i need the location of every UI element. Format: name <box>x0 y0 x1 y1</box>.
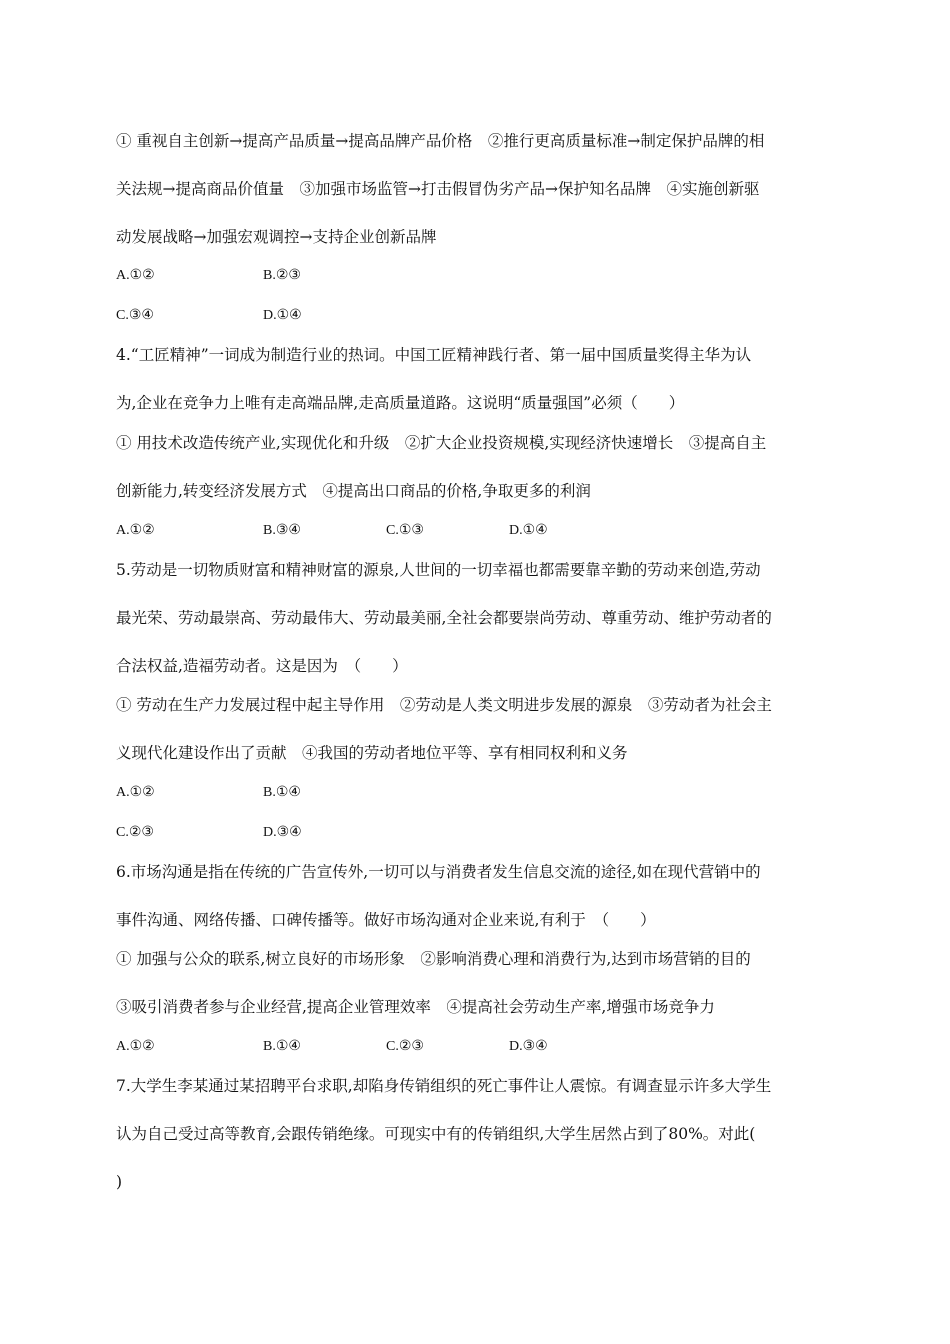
q6-line-4: ③吸引消费者参与企业经营,提高企业管理效率 ④提高社会劳动生产率,增强市场竞争力 <box>116 998 715 1016</box>
q5-line-1: 5.劳动是一切物质财富和精神财富的源泉,人世间的一切幸福也都需要靠辛勤的劳动来创造,劳动 <box>116 561 761 579</box>
q3-option-b: B.②③ <box>263 268 301 283</box>
q5-line-2: 最光荣、劳动最崇高、劳动最伟大、劳动最美丽,全社会都要崇尚劳动、尊重劳动、维护劳动者的 <box>116 609 772 627</box>
q6-option-a: A.①② <box>116 1039 155 1054</box>
q3-option-a: A.①② <box>116 268 155 283</box>
q4-line-4: 创新能力,转变经济发展方式 ④提高出口商品的价格,争取更多的利润 <box>116 482 591 500</box>
q4-option-c: C.①③ <box>386 523 424 538</box>
q3-option-c: C.③④ <box>116 308 154 323</box>
q5-line-5: 义现代化建设作出了贡献 ④我国的劳动者地位平等、享有相同权利和义务 <box>116 744 628 762</box>
q5-line-3: 合法权益,造福劳动者。这是因为 （ ） <box>116 657 408 675</box>
q5-option-a: A.①② <box>116 785 155 800</box>
q5-option-c: C.②③ <box>116 825 154 840</box>
q3-option-d: D.①④ <box>263 308 302 323</box>
q3-line-2: 关法规→提高商品价值量 ③加强市场监管→打击假冒伪劣产品→保护知名品牌 ④实施创新驱 <box>116 180 760 198</box>
q5-option-b: B.①④ <box>263 785 301 800</box>
q4-line-1: 4.“工匠精神”一词成为制造行业的热词。中国工匠精神践行者、第一届中国质量奖得主华为认 <box>116 346 752 364</box>
q5-line-4: ① 劳动在生产力发展过程中起主导作用 ②劳动是人类文明进步发展的源泉 ③劳动者为社会主 <box>116 696 772 714</box>
q5-option-d: D.③④ <box>263 825 302 840</box>
q4-option-a: A.①② <box>116 523 155 538</box>
q6-option-d: D.③④ <box>509 1039 548 1054</box>
q7-line-1: 7.大学生李某通过某招聘平台求职,却陷身传销组织的死亡事件让人震惊。有调查显示许多大学生 <box>116 1077 772 1095</box>
q7-line-2: 认为自己受过高等教育,会跟传销绝缘。可现实中有的传销组织,大学生居然占到了80%。对此( <box>116 1125 756 1143</box>
q4-line-2: 为,企业在竞争力上唯有走高端品牌,走高质量道路。这说明“质量强国”必须（ ） <box>116 394 685 412</box>
q7-line-3: ) <box>116 1173 123 1191</box>
q4-line-3: ① 用技术改造传统产业,实现优化和升级 ②扩大企业投资规模,实现经济快速增长 ③提高自主 <box>116 434 767 452</box>
q6-line-2: 事件沟通、网络传播、口碑传播等。做好市场沟通对企业来说,有利于 （ ） <box>116 911 656 929</box>
q3-line-1: ① 重视自主创新→提高产品质量→提高品牌产品价格 ②推行更高质量标准→制定保护品牌的相 <box>116 132 765 150</box>
q6-line-1: 6.市场沟通是指在传统的广告宣传外,一切可以与消费者发生信息交流的途径,如在现代营销中的 <box>116 863 761 881</box>
q3-line-3: 动发展战略→加强宏观调控→支持企业创新品牌 <box>116 228 437 246</box>
q4-option-b: B.③④ <box>263 523 301 538</box>
q6-option-b: B.①④ <box>263 1039 301 1054</box>
q6-option-c: C.②③ <box>386 1039 424 1054</box>
q4-option-d: D.①④ <box>509 523 548 538</box>
q6-line-3: ① 加强与公众的联系,树立良好的市场形象 ②影响消费心理和消费行为,达到市场营销的目的 <box>116 950 751 968</box>
